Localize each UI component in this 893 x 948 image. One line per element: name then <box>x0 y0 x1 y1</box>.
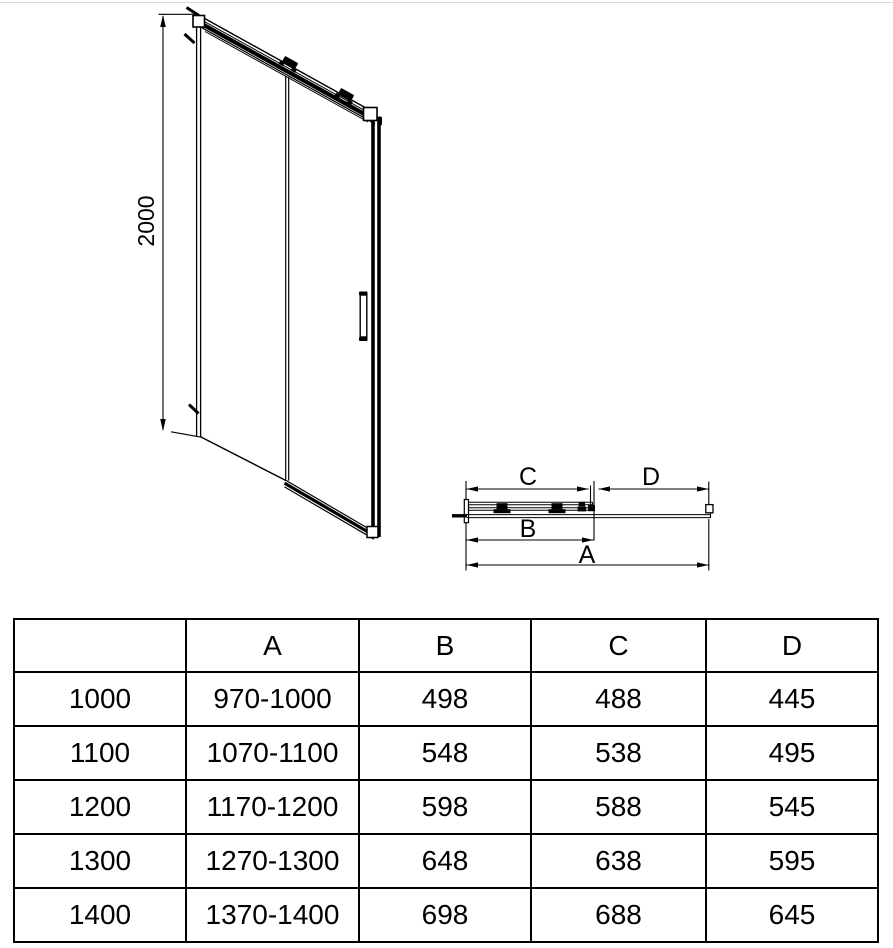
header-a: A <box>186 619 359 672</box>
table-header-row <box>14 619 878 672</box>
rail-end-cap <box>364 108 378 121</box>
table-row <box>14 672 878 726</box>
dimension-a-label: A <box>578 541 596 569</box>
right-wall-profile <box>373 117 379 537</box>
cell-b: 598 <box>359 780 531 834</box>
rail-end-cap <box>367 527 378 538</box>
table-row <box>14 780 878 834</box>
cell-size: 1300 <box>14 834 186 888</box>
cell-a: 1270-1300 <box>186 834 359 888</box>
rail-end-cap <box>193 16 205 28</box>
cell-size: 1100 <box>14 726 186 780</box>
cell-c: 538 <box>531 726 706 780</box>
wall-bracket-icon <box>185 34 195 43</box>
cell-b: 498 <box>359 672 531 726</box>
table-row <box>14 726 878 780</box>
dimension-a <box>467 541 709 569</box>
cell-a: 1070-1100 <box>186 726 359 780</box>
cell-d: 445 <box>706 672 878 726</box>
header-d: D <box>706 619 878 672</box>
cell-b: 548 <box>359 726 531 780</box>
plan-right-wall-profile <box>706 505 713 513</box>
plan-view-drawing <box>452 463 713 571</box>
plan-left-wall-profile <box>464 500 468 523</box>
header-size <box>14 619 186 672</box>
front-view-drawing <box>133 8 382 540</box>
door-handle <box>359 292 368 342</box>
cell-c: 588 <box>531 780 706 834</box>
cell-c: 488 <box>531 672 706 726</box>
dimension-b-label: B <box>519 515 537 543</box>
cell-d: 545 <box>706 780 878 834</box>
dimension-d <box>599 463 709 492</box>
cell-a: 1170-1200 <box>186 780 359 834</box>
top-rail <box>193 16 382 126</box>
cell-size: 1200 <box>14 780 186 834</box>
cell-d: 495 <box>706 726 878 780</box>
cell-b: 698 <box>359 888 531 942</box>
height-dimension-label: 2000 <box>133 195 159 247</box>
cell-c: 688 <box>531 888 706 942</box>
table-row <box>14 834 878 888</box>
cell-size: 1400 <box>14 888 186 942</box>
cell-d: 645 <box>706 888 878 942</box>
cell-d: 595 <box>706 834 878 888</box>
dimension-d-label: D <box>641 463 661 491</box>
header-b: B <box>359 619 531 672</box>
cell-b: 648 <box>359 834 531 888</box>
bottom-rail <box>285 480 379 540</box>
table-row <box>14 888 878 942</box>
cell-a: 970-1000 <box>186 672 359 726</box>
cell-size: 1000 <box>14 672 186 726</box>
dimension-c <box>467 463 589 492</box>
panel-edges <box>201 76 289 481</box>
size-spec-table <box>13 618 879 943</box>
header-c: C <box>531 619 706 672</box>
cell-c: 638 <box>531 834 706 888</box>
cell-a: 1370-1400 <box>186 888 359 942</box>
dimension-b <box>467 515 594 543</box>
dimension-c-label: C <box>518 463 538 491</box>
left-wall-profile <box>185 8 201 438</box>
plan-rail-assembly <box>452 500 713 523</box>
height-dimension <box>133 14 202 437</box>
